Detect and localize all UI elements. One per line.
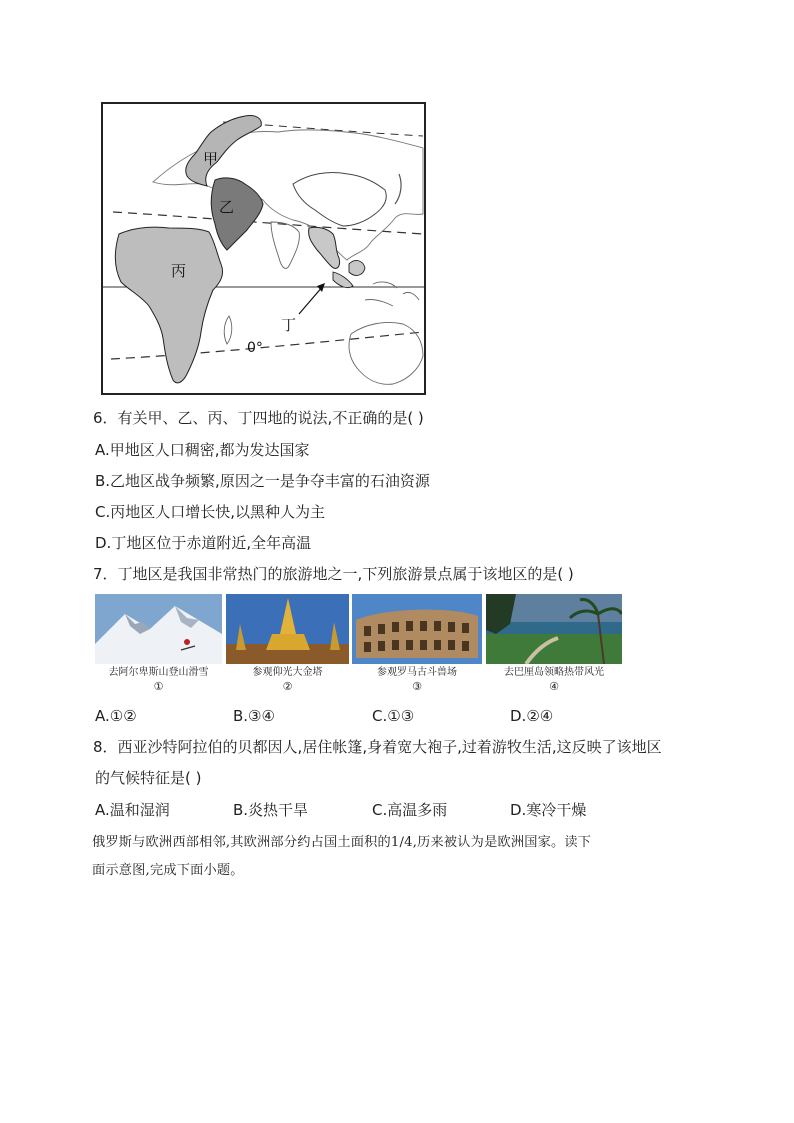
photo-2-number: ② — [282, 680, 293, 693]
reading-passage — [92, 829, 702, 885]
label-ding: 丁 — [281, 316, 297, 334]
q7-option-c: C.①③ — [372, 707, 415, 725]
photo-4-number: ④ — [549, 680, 559, 693]
region-jia-europe — [186, 115, 262, 186]
photo-2-caption: 参观仰光大金塔 — [252, 667, 323, 678]
q7-title: 7．丁地区是我国非常热门的旅游地之一,下列旅游景点属于该地区的是( ) — [93, 565, 574, 583]
q6-option-c: C.丙地区人口增长快,以黑种人为主 — [95, 503, 326, 521]
japan-outline — [395, 174, 401, 204]
q8-option-a: A.温和湿润 — [95, 801, 170, 819]
label-jia: 甲 — [203, 150, 219, 168]
q8-option-b: B.炎热干旱 — [233, 801, 309, 819]
label-bing: 丙 — [171, 262, 187, 280]
tropic-south-line — [111, 332, 423, 359]
q8-line-1: 8．西亚沙特阿拉伯的贝都因人,居住帐篷,身着宽大袍子,过着游牧生活,这反映了该地区 — [93, 738, 662, 756]
q8-options — [95, 800, 695, 820]
photo-bali-tropical — [486, 594, 622, 664]
label-zero-degree: 0° — [247, 340, 263, 356]
map-svg — [103, 104, 424, 393]
photo-1-caption: 去阿尔卑斯山登山滑雪 — [108, 667, 209, 678]
photo-4-caption: 去巴厘岛领略热带风光 — [504, 667, 604, 678]
label-yi: 乙 — [219, 198, 235, 216]
q7-option-d: D.②④ — [510, 707, 554, 725]
photo-3-number: ③ — [412, 680, 422, 693]
q6-option-a: A.甲地区人口稠密,都为发达国家 — [95, 441, 310, 459]
q7-photo-strip — [95, 594, 625, 694]
q8-line-2: 的气候特征是( ) — [95, 769, 202, 787]
q8-option-c: C.高温多雨 — [372, 801, 448, 819]
q6-title: 6．有关甲、乙、丙、丁四地的说法,不正确的是( ) — [93, 409, 424, 427]
passage-line-2: 面示意图,完成下面小题。 — [92, 863, 244, 878]
ding-pointer-arrow — [299, 286, 323, 314]
china-outline — [293, 172, 386, 226]
q7-option-b: B.③④ — [233, 707, 275, 725]
photo-golden-pagoda — [226, 594, 349, 664]
region-ding-southeast-asia — [309, 227, 340, 268]
australia-outline — [349, 322, 423, 384]
q8-option-d: D.寒冷干燥 — [510, 801, 587, 819]
madagascar-outline — [224, 316, 232, 344]
passage-line-1: 俄罗斯与欧洲西部相邻,其欧洲部分约占国土面积的1/4,历来被认为是欧洲国家。读下 — [92, 835, 592, 850]
indonesia-islands — [365, 282, 419, 306]
photo-colosseum — [352, 594, 482, 664]
india-outline — [271, 222, 299, 268]
q6-option-b: B.乙地区战争频繁,原因之一是争夺丰富的石油资源 — [95, 472, 430, 490]
world-region-map — [101, 102, 426, 395]
region-bing-africa — [115, 227, 222, 383]
q6-option-d: D.丁地区位于赤道附近,全年高温 — [95, 534, 312, 552]
photo-alps-skiing — [95, 594, 222, 664]
q7-option-a: A.①② — [95, 707, 137, 725]
photo-3-caption: 参观罗马古斗兽场 — [377, 667, 457, 678]
q7-options — [95, 706, 695, 726]
photo-1-number: ① — [153, 680, 164, 693]
